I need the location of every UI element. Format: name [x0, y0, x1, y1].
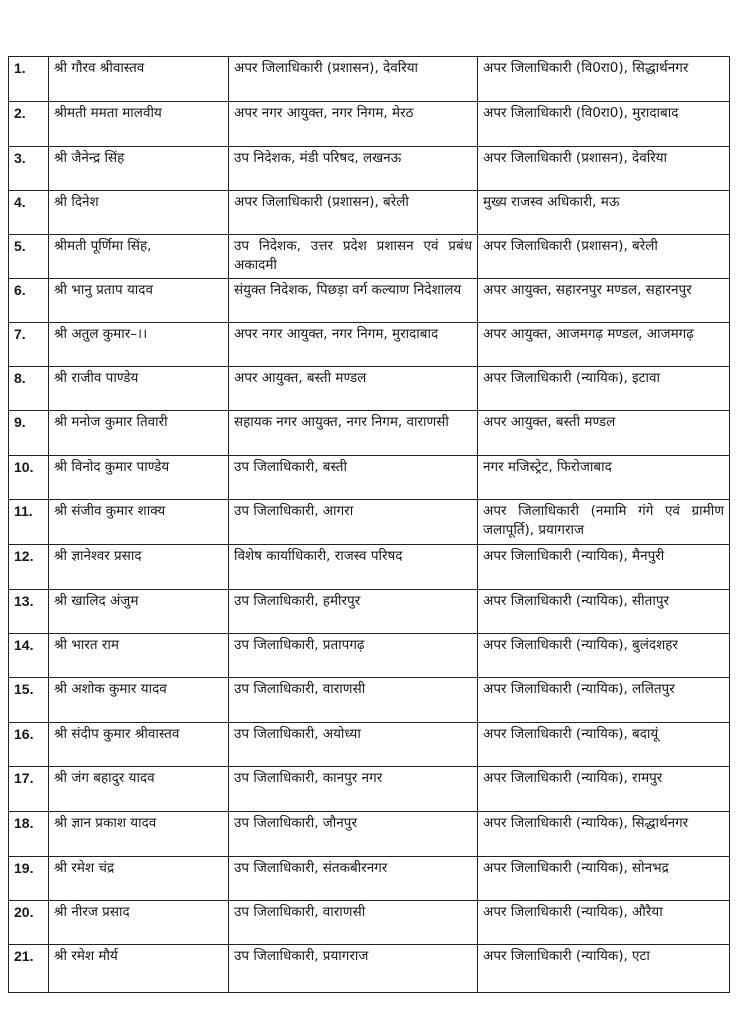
new-posting: अपर जिलाधिकारी (न्यायिक), इटावा	[478, 367, 730, 411]
new-posting: अपर आयुक्त, बस्ती मण्डल	[478, 411, 730, 456]
new-posting: अपर जिलाधिकारी (नमामि गंगे एवं ग्रामीण जलापूर्ति), प्रयागराज	[478, 500, 730, 545]
new-posting: अपर आयुक्त, सहारनपुर मण्डल, सहारनपुर	[478, 279, 730, 323]
officer-name: श्री संजीव कुमार शाक्य	[49, 500, 229, 545]
serial-number: 3.	[9, 147, 49, 191]
current-posting: उप जिलाधिकारी, अयोध्या	[229, 723, 478, 767]
current-posting: अपर जिलाधिकारी (प्रशासन), देवरिया	[229, 57, 478, 102]
officer-name: श्री विनोद कुमार पाण्डेय	[49, 456, 229, 500]
new-posting: अपर जिलाधिकारी (न्यायिक), औरैया	[478, 901, 730, 945]
serial-number: 12.	[9, 545, 49, 590]
current-posting: उप जिलाधिकारी, बस्ती	[229, 456, 478, 500]
new-posting: अपर जिलाधिकारी (न्यायिक), सीतापुर	[478, 590, 730, 634]
officer-name: श्री दिनेश	[49, 191, 229, 235]
current-posting: अपर आयुक्त, बस्ती मण्डल	[229, 367, 478, 411]
serial-number: 20.	[9, 901, 49, 945]
table-row	[9, 590, 730, 634]
serial-number: 16.	[9, 723, 49, 767]
new-posting: मुख्य राजस्व अधिकारी, मऊ	[478, 191, 730, 235]
current-posting: अपर नगर आयुक्त, नगर निगम, मेरठ	[229, 102, 478, 147]
officer-name: श्री संदीप कुमार श्रीवास्तव	[49, 723, 229, 767]
officer-name: श्रीमती पूर्णिमा सिंह,	[49, 235, 229, 279]
officer-name: श्री जंग बहादुर यादव	[49, 767, 229, 812]
current-posting: उप जिलाधिकारी, प्रतापगढ़	[229, 634, 478, 678]
serial-number: 9.	[9, 411, 49, 456]
serial-number: 17.	[9, 767, 49, 812]
officer-name: श्री अशोक कुमार यादव	[49, 678, 229, 723]
current-posting: संयुक्त निदेशक, पिछड़ा वर्ग कल्याण निदेशालय	[229, 279, 478, 323]
table-row	[9, 723, 730, 767]
serial-number: 14.	[9, 634, 49, 678]
serial-number: 13.	[9, 590, 49, 634]
officer-name: श्री गौरव श्रीवास्तव	[49, 57, 229, 102]
new-posting: अपर आयुक्त, आजमगढ़ मण्डल, आजमगढ़	[478, 323, 730, 367]
current-posting: उप निदेशक, मंडी परिषद, लखनऊ	[229, 147, 478, 191]
current-posting: उप जिलाधिकारी, वाराणसी	[229, 678, 478, 723]
officer-name: श्री भानु प्रताप यादव	[49, 279, 229, 323]
table-row	[9, 678, 730, 723]
current-posting: उप जिलाधिकारी, संतकबीरनगर	[229, 857, 478, 901]
current-posting: सहायक नगर आयुक्त, नगर निगम, वाराणसी	[229, 411, 478, 456]
table-row	[9, 500, 730, 545]
serial-number: 4.	[9, 191, 49, 235]
serial-number: 2.	[9, 102, 49, 147]
serial-number: 8.	[9, 367, 49, 411]
table-row	[9, 323, 730, 367]
new-posting: अपर जिलाधिकारी (वि0रा0), सिद्धार्थनगर	[478, 57, 730, 102]
table-row	[9, 191, 730, 235]
table-row	[9, 456, 730, 500]
current-posting: उप जिलाधिकारी, प्रयागराज	[229, 945, 478, 993]
current-posting: उप जिलाधिकारी, वाराणसी	[229, 901, 478, 945]
serial-number: 10.	[9, 456, 49, 500]
new-posting: अपर जिलाधिकारी (न्यायिक), मैनपुरी	[478, 545, 730, 590]
serial-number: 7.	[9, 323, 49, 367]
table-row	[9, 545, 730, 590]
officer-name: श्री रमेश चंद्र	[49, 857, 229, 901]
table-row	[9, 901, 730, 945]
table-row	[9, 279, 730, 323]
officer-name: श्री अतुल कुमार–।।	[49, 323, 229, 367]
officer-name: श्री ज्ञान प्रकाश यादव	[49, 812, 229, 857]
transfer-table	[8, 56, 730, 993]
new-posting: अपर जिलाधिकारी (न्यायिक), सोनभद्र	[478, 857, 730, 901]
new-posting: अपर जिलाधिकारी (प्रशासन), देवरिया	[478, 147, 730, 191]
current-posting: उप जिलाधिकारी, कानपुर नगर	[229, 767, 478, 812]
new-posting: अपर जिलाधिकारी (न्यायिक), सिद्धार्थनगर	[478, 812, 730, 857]
table-row	[9, 102, 730, 147]
table-row	[9, 634, 730, 678]
serial-number: 5.	[9, 235, 49, 279]
officer-name: श्री रमेश मौर्य	[49, 945, 229, 993]
current-posting: अपर नगर आयुक्त, नगर निगम, मुरादाबाद	[229, 323, 478, 367]
officer-name: श्री भारत राम	[49, 634, 229, 678]
new-posting: अपर जिलाधिकारी (न्यायिक), ललितपुर	[478, 678, 730, 723]
serial-number: 6.	[9, 279, 49, 323]
new-posting: अपर जिलाधिकारी (न्यायिक), रामपुर	[478, 767, 730, 812]
table-row	[9, 767, 730, 812]
officer-name: श्री जैनेन्द्र सिंह	[49, 147, 229, 191]
table-row	[9, 147, 730, 191]
new-posting: अपर जिलाधिकारी (प्रशासन), बरेली	[478, 235, 730, 279]
current-posting: उप जिलाधिकारी, आगरा	[229, 500, 478, 545]
serial-number: 11.	[9, 500, 49, 545]
table-row	[9, 812, 730, 857]
serial-number: 1.	[9, 57, 49, 102]
new-posting: अपर जिलाधिकारी (न्यायिक), एटा	[478, 945, 730, 993]
table-row	[9, 57, 730, 102]
new-posting: नगर मजिस्ट्रेट, फिरोजाबाद	[478, 456, 730, 500]
table-row	[9, 411, 730, 456]
current-posting: उप जिलाधिकारी, हमीरपुर	[229, 590, 478, 634]
serial-number: 18.	[9, 812, 49, 857]
current-posting: उप निदेशक, उत्तर प्रदेश प्रशासन एवं प्रबंध अकादमी	[229, 235, 478, 279]
current-posting: अपर जिलाधिकारी (प्रशासन), बरेली	[229, 191, 478, 235]
new-posting: अपर जिलाधिकारी (न्यायिक), बदायूं	[478, 723, 730, 767]
officer-name: श्रीमती ममता मालवीय	[49, 102, 229, 147]
table-row	[9, 945, 730, 993]
officer-name: श्री खालिद अंजुम	[49, 590, 229, 634]
new-posting: अपर जिलाधिकारी (वि0रा0), मुरादाबाद	[478, 102, 730, 147]
table-row	[9, 235, 730, 279]
table-row	[9, 367, 730, 411]
serial-number: 15.	[9, 678, 49, 723]
serial-number: 21.	[9, 945, 49, 993]
transfer-table-body	[9, 57, 730, 993]
officer-name: श्री ज्ञानेश्वर प्रसाद	[49, 545, 229, 590]
officer-name: श्री नीरज प्रसाद	[49, 901, 229, 945]
serial-number: 19.	[9, 857, 49, 901]
officer-name: श्री मनोज कुमार तिवारी	[49, 411, 229, 456]
current-posting: उप जिलाधिकारी, जौनपुर	[229, 812, 478, 857]
officer-name: श्री राजीव पाण्डेय	[49, 367, 229, 411]
current-posting: विशेष कार्याधिकारी, राजस्व परिषद	[229, 545, 478, 590]
new-posting: अपर जिलाधिकारी (न्यायिक), बुलंदशहर	[478, 634, 730, 678]
table-row	[9, 857, 730, 901]
